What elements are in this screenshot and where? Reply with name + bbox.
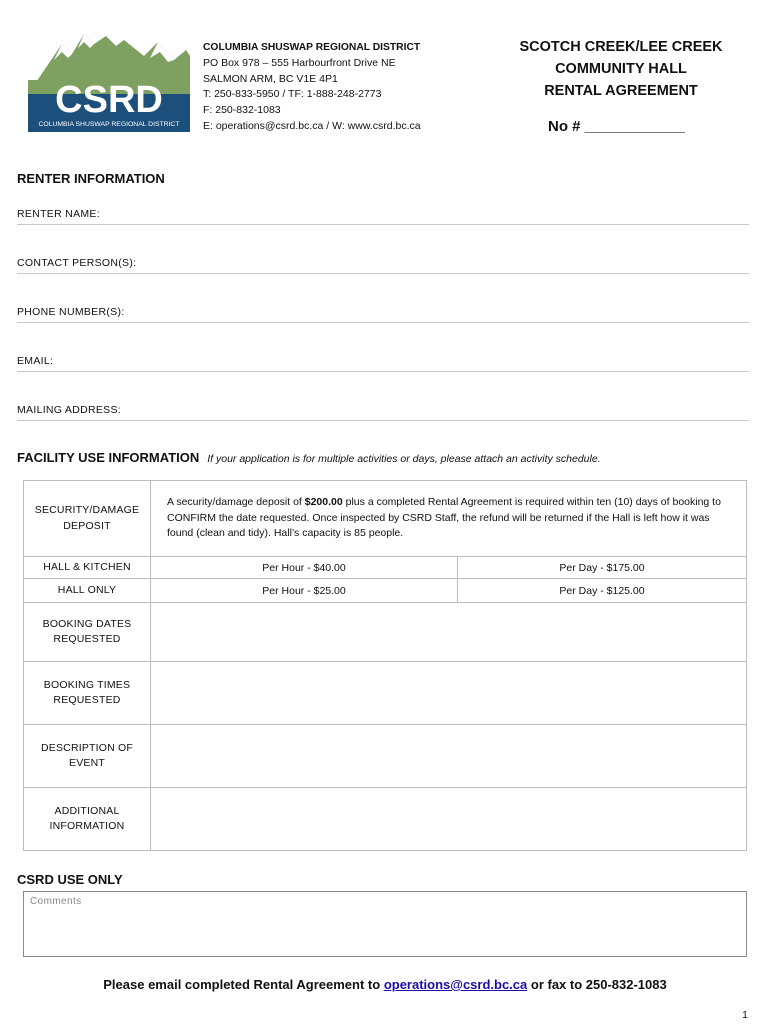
event-description-label: DESCRIPTION OF EVENT <box>24 725 151 788</box>
comments-placeholder: Comments <box>30 896 82 907</box>
footer-instruction: Please email completed Rental Agreement to operations@csrd.bc.ca or fax to 250-832-1083 <box>103 977 667 992</box>
csrd-logo <box>28 30 190 132</box>
document-title <box>505 36 737 102</box>
deposit-row <box>24 481 747 557</box>
phone-number-field[interactable]: PHONE NUMBER(S): <box>17 306 749 323</box>
agreement-number: No # ____________ <box>548 118 685 135</box>
booking-times-label: BOOKING TIMES REQUESTED <box>24 662 151 725</box>
email-link[interactable]: operations@csrd.bc.ca <box>383 977 528 992</box>
email-field[interactable]: EMAIL: <box>17 355 749 372</box>
rate-day: Per Day - $175.00 <box>458 557 747 579</box>
org-fax: F: 250-832-1083 <box>203 104 281 117</box>
page-number: 1 <box>742 1009 748 1021</box>
title-line-1: SCOTCH CREEK/LEE CREEK <box>519 39 723 55</box>
rate-label: HALL ONLY <box>24 579 151 603</box>
booking-dates-input[interactable] <box>151 603 747 662</box>
org-address-2: SALMON ARM, BC V1E 4P1 <box>203 72 338 85</box>
org-email-web: E: operations@csrd.bc.ca / W: www.csrd.bc.ca <box>203 119 421 132</box>
booking-dates-label: BOOKING DATES REQUESTED <box>24 603 151 662</box>
title-line-3: RENTAL AGREEMENT <box>544 83 698 99</box>
deposit-text: A security/damage deposit of $200.00 plus a completed Rental Agreement is required within ten (10) days of booking to CONFIRM the date requested. Once inspected by CSRD Staff, the refund will be returned if the Hall is left how it was found (clean and tidy). Hall’s capacity is 85 people. <box>151 481 747 557</box>
additional-info-label: ADDITIONAL INFORMATION <box>24 788 151 851</box>
facility-note: If your application is for multiple activities or days, please attach an activity schedule. <box>207 453 601 465</box>
contact-person-field[interactable]: CONTACT PERSON(S): <box>17 257 749 274</box>
booking-times-input[interactable] <box>151 662 747 725</box>
rate-hour: Per Hour - $40.00 <box>151 557 458 579</box>
logo-text: CSRD <box>55 79 163 121</box>
deposit-amount: $200.00 <box>304 496 343 509</box>
org-name: COLUMBIA SHUSWAP REGIONAL DISTRICT <box>203 42 421 53</box>
csrd-use-heading: CSRD USE ONLY <box>17 872 123 887</box>
rate-label: HALL & KITCHEN <box>24 557 151 579</box>
booking-times-row <box>24 662 747 725</box>
rate-day: Per Day - $125.00 <box>458 579 747 603</box>
booking-dates-row <box>24 603 747 662</box>
org-info <box>203 40 421 135</box>
deposit-label: SECURITY/DAMAGE DEPOSIT <box>24 481 151 557</box>
facility-table <box>23 480 747 851</box>
renter-info-heading: RENTER INFORMATION <box>17 171 165 186</box>
comments-box[interactable] <box>23 891 747 957</box>
facility-use-heading <box>17 450 601 465</box>
logo-subtitle: COLUMBIA SHUSWAP REGIONAL DISTRICT <box>38 121 180 128</box>
facility-heading-text: FACILITY USE INFORMATION <box>17 450 200 465</box>
event-description-input[interactable] <box>151 725 747 788</box>
renter-name-field[interactable]: RENTER NAME: <box>17 208 749 225</box>
event-description-row <box>24 725 747 788</box>
additional-info-row <box>24 788 747 851</box>
rate-row <box>24 557 747 579</box>
org-phone: T: 250-833-5950 / TF: 1-888-248-2773 <box>203 88 382 101</box>
rate-hour: Per Hour - $25.00 <box>151 579 458 603</box>
mailing-address-field[interactable]: MAILING ADDRESS: <box>17 404 749 421</box>
rate-row <box>24 579 747 603</box>
title-line-2: COMMUNITY HALL <box>555 61 687 77</box>
additional-info-input[interactable] <box>151 788 747 851</box>
org-address-1: PO Box 978 – 555 Harbourfront Drive NE <box>203 56 396 69</box>
